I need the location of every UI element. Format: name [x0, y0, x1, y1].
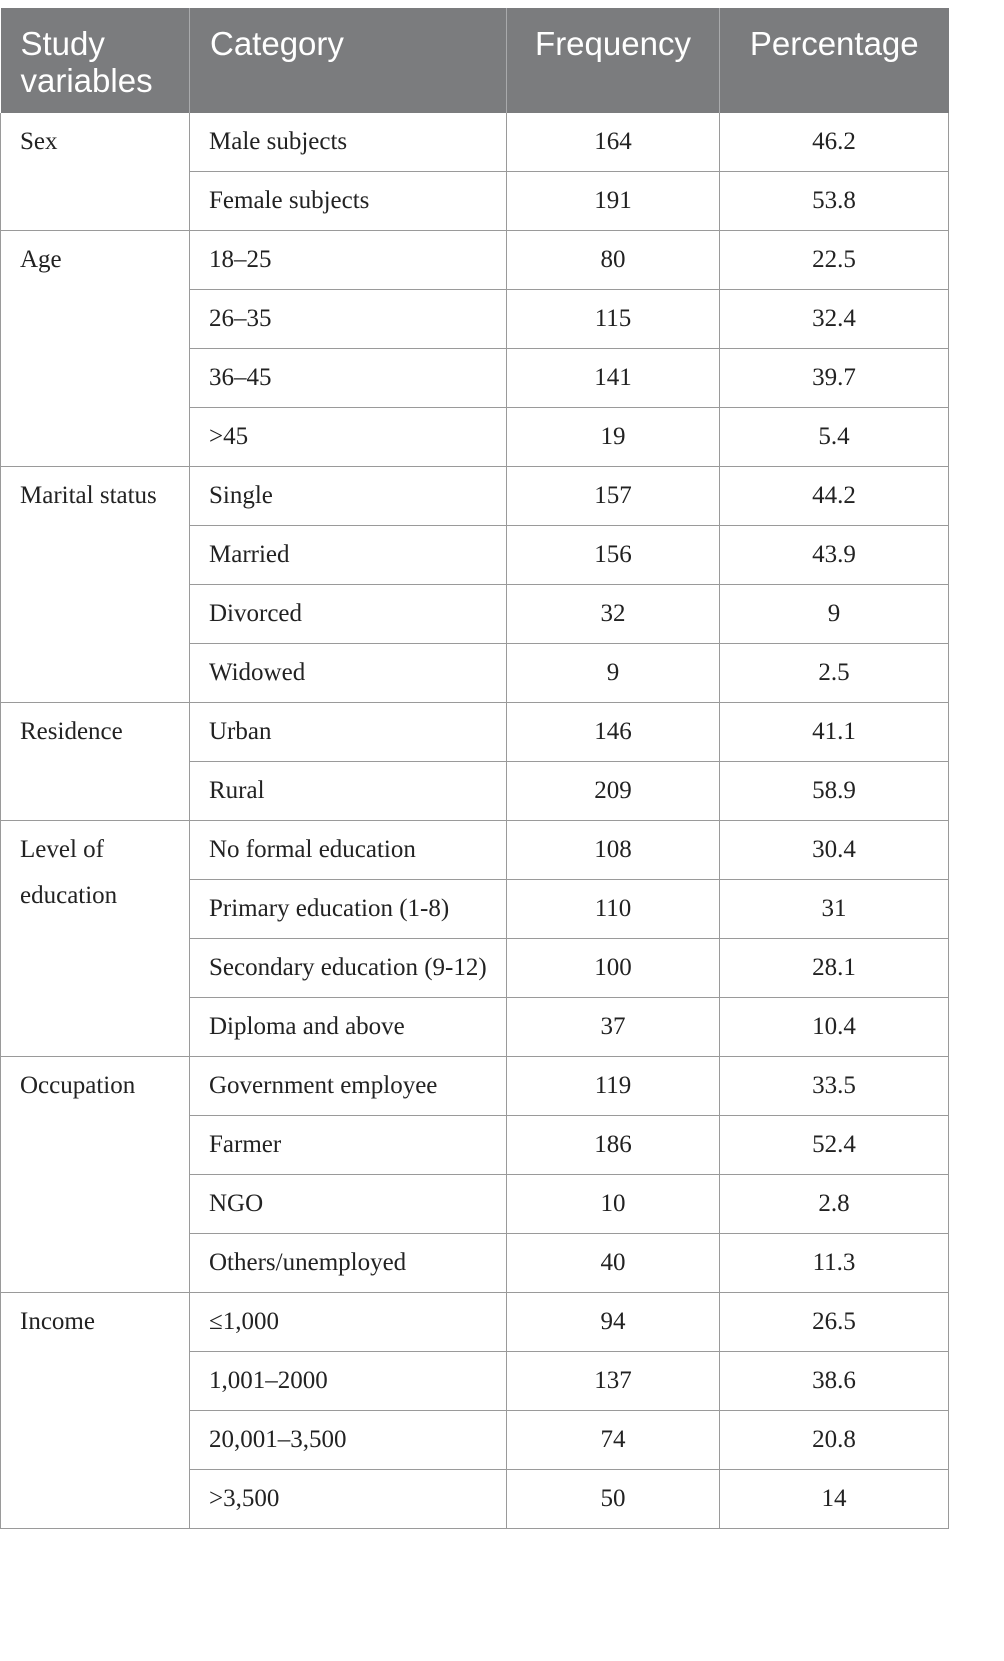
percentage-cell: 39.7	[720, 349, 949, 408]
frequency-cell: 10	[507, 1175, 720, 1234]
percentage-cell: 53.8	[720, 172, 949, 231]
study-variable-cell: Level of education	[1, 821, 190, 1057]
percentage-cell: 31	[720, 880, 949, 939]
frequency-cell: 115	[507, 290, 720, 349]
header-category: Category	[190, 8, 507, 113]
category-cell: Married	[190, 526, 507, 585]
category-cell: Divorced	[190, 585, 507, 644]
frequency-cell: 119	[507, 1057, 720, 1116]
category-cell: 36–45	[190, 349, 507, 408]
percentage-cell: 2.8	[720, 1175, 949, 1234]
table-row	[1, 703, 949, 762]
frequency-cell: 32	[507, 585, 720, 644]
frequency-cell: 209	[507, 762, 720, 821]
header-study-variables: Study variables	[1, 8, 190, 113]
frequency-cell: 94	[507, 1293, 720, 1352]
percentage-cell: 46.2	[720, 113, 949, 172]
frequency-cell: 50	[507, 1470, 720, 1529]
frequency-cell: 141	[507, 349, 720, 408]
category-cell: 20,001–3,500	[190, 1411, 507, 1470]
study-variable-cell: Sex	[1, 113, 190, 231]
category-cell: Rural	[190, 762, 507, 821]
category-cell: 1,001–2000	[190, 1352, 507, 1411]
frequency-cell: 19	[507, 408, 720, 467]
header-frequency: Frequency	[507, 8, 720, 113]
frequency-cell: 40	[507, 1234, 720, 1293]
category-cell: Secondary education (9-12)	[190, 939, 507, 998]
percentage-cell: 14	[720, 1470, 949, 1529]
category-cell: Government employee	[190, 1057, 507, 1116]
table-row	[1, 1293, 949, 1352]
category-cell: Female subjects	[190, 172, 507, 231]
frequency-cell: 108	[507, 821, 720, 880]
percentage-cell: 28.1	[720, 939, 949, 998]
table-body	[1, 113, 949, 1529]
percentage-cell: 22.5	[720, 231, 949, 290]
percentage-cell: 43.9	[720, 526, 949, 585]
percentage-cell: 9	[720, 585, 949, 644]
table-row	[1, 821, 949, 880]
category-cell: Diploma and above	[190, 998, 507, 1057]
percentage-cell: 26.5	[720, 1293, 949, 1352]
category-cell: Single	[190, 467, 507, 526]
demographics-table	[0, 8, 949, 1529]
percentage-cell: 5.4	[720, 408, 949, 467]
category-cell: >3,500	[190, 1470, 507, 1529]
frequency-cell: 9	[507, 644, 720, 703]
category-cell: Primary education (1-8)	[190, 880, 507, 939]
frequency-cell: 164	[507, 113, 720, 172]
category-cell: NGO	[190, 1175, 507, 1234]
frequency-cell: 191	[507, 172, 720, 231]
percentage-cell: 2.5	[720, 644, 949, 703]
percentage-cell: 38.6	[720, 1352, 949, 1411]
category-cell: Farmer	[190, 1116, 507, 1175]
percentage-cell: 30.4	[720, 821, 949, 880]
percentage-cell: 58.9	[720, 762, 949, 821]
table-row	[1, 1057, 949, 1116]
header-row	[1, 8, 949, 113]
frequency-cell: 156	[507, 526, 720, 585]
category-cell: >45	[190, 408, 507, 467]
study-variable-cell: Marital status	[1, 467, 190, 703]
percentage-cell: 11.3	[720, 1234, 949, 1293]
percentage-cell: 10.4	[720, 998, 949, 1057]
frequency-cell: 137	[507, 1352, 720, 1411]
frequency-cell: 37	[507, 998, 720, 1057]
category-cell: Widowed	[190, 644, 507, 703]
category-cell: ≤1,000	[190, 1293, 507, 1352]
percentage-cell: 41.1	[720, 703, 949, 762]
frequency-cell: 80	[507, 231, 720, 290]
table-row	[1, 467, 949, 526]
category-cell: Others/unemployed	[190, 1234, 507, 1293]
percentage-cell: 52.4	[720, 1116, 949, 1175]
study-variable-cell: Residence	[1, 703, 190, 821]
frequency-cell: 146	[507, 703, 720, 762]
study-variable-cell: Age	[1, 231, 190, 467]
table-row	[1, 231, 949, 290]
frequency-cell: 157	[507, 467, 720, 526]
category-cell: Urban	[190, 703, 507, 762]
table-header	[1, 8, 949, 113]
frequency-cell: 110	[507, 880, 720, 939]
study-variable-cell: Occupation	[1, 1057, 190, 1293]
header-percentage: Percentage	[720, 8, 949, 113]
study-variable-cell: Income	[1, 1293, 190, 1529]
frequency-cell: 74	[507, 1411, 720, 1470]
category-cell: 18–25	[190, 231, 507, 290]
percentage-cell: 32.4	[720, 290, 949, 349]
frequency-cell: 186	[507, 1116, 720, 1175]
frequency-cell: 100	[507, 939, 720, 998]
category-cell: Male subjects	[190, 113, 507, 172]
percentage-cell: 20.8	[720, 1411, 949, 1470]
category-cell: No formal education	[190, 821, 507, 880]
category-cell: 26–35	[190, 290, 507, 349]
table-row	[1, 113, 949, 172]
percentage-cell: 33.5	[720, 1057, 949, 1116]
percentage-cell: 44.2	[720, 467, 949, 526]
